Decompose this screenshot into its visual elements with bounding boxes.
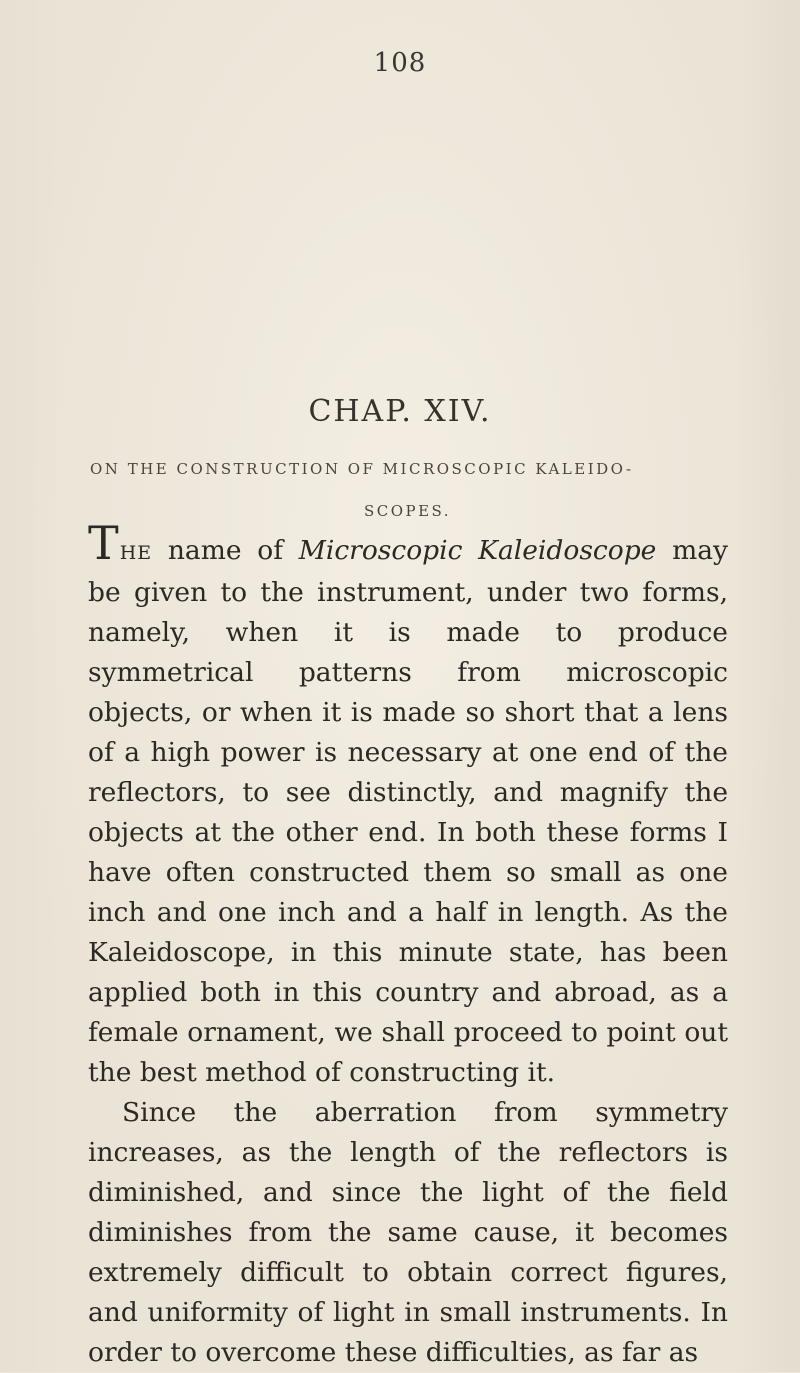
paragraph-1: [88, 516, 728, 1093]
chapter-heading: CHAP. XIV.: [308, 394, 492, 429]
para1-text-a: name of: [152, 535, 299, 566]
paragraph-2: Since the aberration from symmetry increases, as the length of the reflectors is diminished, and since the light of the field diminishes from the same cause, it becomes extremely difficult to obtain correct figures, and uniformity of light in small instruments. In order to overcome these difficulties, as far as: [88, 1097, 728, 1368]
italic-term: Microscopic Kaleidoscope: [298, 535, 657, 566]
subtitle-line-1: ON THE CONSTRUCTION OF MICROSCOPIC KALEIDO-: [90, 460, 634, 478]
page-number: 108: [373, 48, 427, 78]
first-word-rest: HE: [119, 542, 153, 564]
para1-text-b: may be given to the instrument, under two forms, namely, when it is made to produce symmetrical patterns from microscopic objects, or when it is made so short that a lens of a high power is necessary at one end of the reflectors, to see distinctly, and magnify the objects at the other end. In both these forms I have often constructed them so small as one inch and one inch and a half in length. As the Kaleidoscope, in this minute state, has been applied both in this country and abroad, as a female ornament, we shall proceed to point out the best method of constructing it.: [88, 535, 728, 1088]
drop-cap: T: [88, 516, 119, 570]
body-text: [88, 516, 728, 1373]
subtitle-line-2: SCOPES.: [363, 502, 452, 520]
chapter-subtitle: [90, 448, 725, 532]
